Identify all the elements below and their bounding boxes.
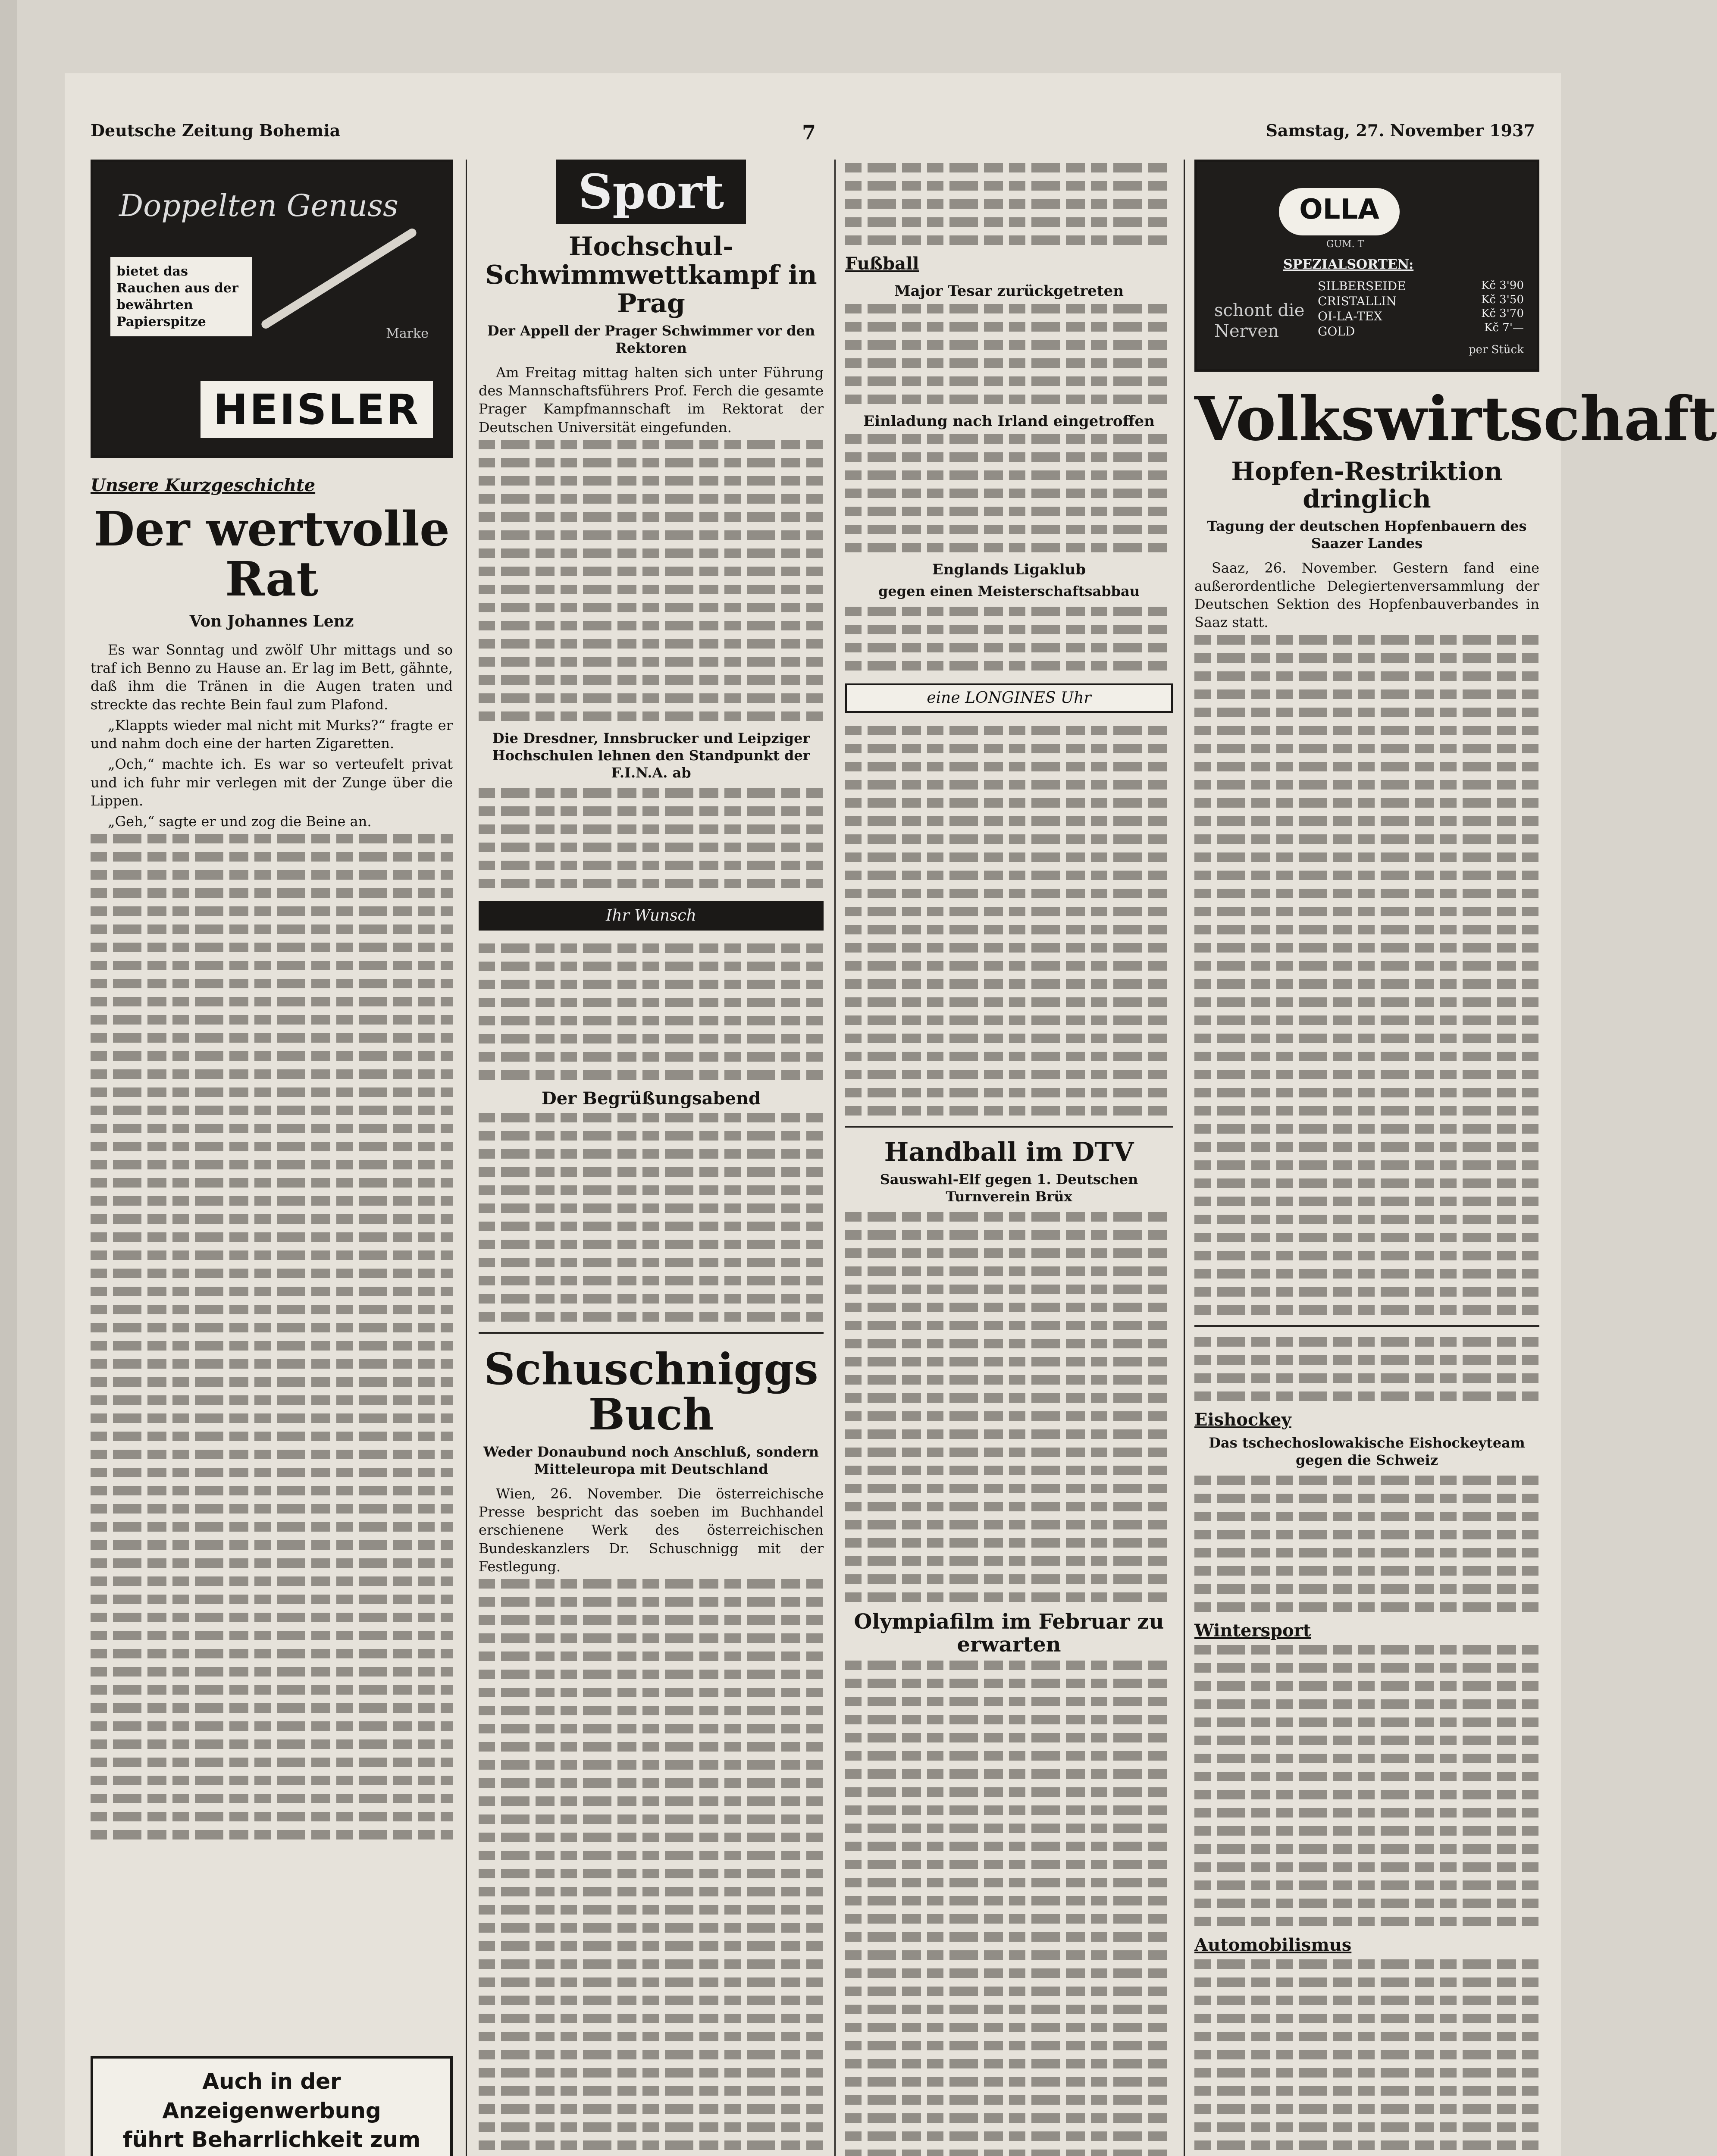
economy-section-title: Volkswirtschaft xyxy=(1194,384,1717,454)
handball-title: Handball im DTV xyxy=(884,1137,1134,1167)
column-rule xyxy=(1184,160,1185,2156)
swim-subhead: Die Dresdner, Innsbrucker und Leipziger Hochschulen lehnen den Standpunkt der F.I.N.A. ab xyxy=(492,730,810,781)
story-body xyxy=(91,641,453,830)
olla-price: Kč 7'— xyxy=(1484,321,1524,334)
football-item-3: Englands Ligaklub xyxy=(932,561,1086,578)
column-1 xyxy=(91,160,453,2156)
story-author: Von Johannes Lenz xyxy=(189,612,354,630)
longines-banner-right: eine LONGINES Uhr xyxy=(845,683,1173,713)
schuschnigg-text xyxy=(479,1579,824,2156)
ad-note: bietet das Rauchen aus der bewährten Papierspitze xyxy=(110,257,252,336)
page-edge xyxy=(0,0,17,2156)
football-item-1: Major Tesar zurückgetreten xyxy=(894,282,1124,300)
advertising-slogan xyxy=(91,2056,453,2156)
welcome-subhead: Der Begrüßungsabend xyxy=(542,1088,761,1109)
olympia-title: Olympiafilm im Februar zu erwarten xyxy=(854,1610,1164,1657)
football-item-2: Einladung nach Irland eingetroffen xyxy=(863,413,1155,430)
olla-sub: GUM. T xyxy=(1326,239,1364,250)
olla-ad xyxy=(1194,160,1539,372)
olla-per-unit: per Stück xyxy=(1468,343,1524,356)
football-text-1 xyxy=(845,304,1173,404)
page-number: 7 xyxy=(802,121,816,144)
olla-slogan: schont die Nerven xyxy=(1214,301,1305,341)
football-text-3 xyxy=(845,607,1173,671)
hockey-text xyxy=(1194,1476,1539,1612)
olla-spec: SPEZIALSORTEN: xyxy=(1283,257,1414,272)
column-2 xyxy=(479,160,824,2156)
ad-brand: HEISLER xyxy=(201,381,433,438)
auto-text xyxy=(1194,1959,1539,2156)
ad-script-line: Doppelten Genuss xyxy=(119,188,398,223)
story-section: Unsere Kurzgeschichte xyxy=(91,475,316,495)
olympia-text xyxy=(845,1661,1173,2156)
hockey-intro-text xyxy=(1194,1337,1539,1401)
football-text-2 xyxy=(845,434,1173,552)
story-paragraph: Es war Sonntag und zwölf Uhr mittags und so traf ich Benno zu Hause an. Er lag im Bett, gähnte, daß ihm die Tränen in die Augen traten und streckte das rechte Bein faul zum Plafond. xyxy=(91,642,453,713)
longines-banner-left: Ihr Wunsch xyxy=(479,901,824,931)
olla-product: SILBERSEIDE xyxy=(1318,279,1406,293)
hockey-section: Eishockey xyxy=(1194,1409,1291,1430)
divider xyxy=(479,1332,824,1334)
schuschnigg-lead-text: Wien, 26. November. Die österreichische Presse bespricht das soeben im Buchhandel erschienene Werk des österreichischen Bundeskanzlers Dr. Schuschnigg mit der Festlegung. xyxy=(479,1485,824,1575)
column-rule xyxy=(834,160,836,2156)
story-paragraph: „Klappts wieder mal nicht mit Murks?“ fragte er und nahm doch eine der harten Zigaretten. xyxy=(91,717,453,752)
story-title: Der wertvolle Rat xyxy=(94,501,450,607)
winter-section: Wintersport xyxy=(1194,1620,1311,1641)
economy-lead-text: Saaz, 26. November. Gestern fand eine außerordentliche Delegiertenversammlung der Deutschen Sektion des Hopfenbauverbandes in Saaz statt. xyxy=(1194,559,1539,631)
swim-lead-text: Am Freitag mittag halten sich unter Führung des Mannschaftsführers Prof. Ferch die gesamte Prager Kampfmannschaft im Rektorat der Deutschen Universität eingefunden. xyxy=(479,364,824,436)
olla-prices xyxy=(1481,279,1524,335)
issue-date: Samstag, 27. November 1937 xyxy=(1266,121,1535,140)
newspaper-page xyxy=(65,73,1717,2156)
ad-marke: Marke xyxy=(386,326,429,341)
olla-product: CRISTALLIN xyxy=(1318,294,1397,308)
swim-text-2 xyxy=(479,788,824,888)
heisler-ad xyxy=(91,160,453,458)
olla-price: Kč 3'50 xyxy=(1481,293,1524,306)
football-item-3-deck: gegen einen Meisterschaftsabbau xyxy=(878,583,1140,599)
story-paragraph: „Geh,“ sagte er und zog die Beine an. xyxy=(108,813,372,830)
cigarette-holder-icon xyxy=(260,227,418,330)
sport-top-text xyxy=(845,163,1173,245)
column-rule xyxy=(466,160,467,2156)
economy-lead xyxy=(1194,559,1539,632)
welcome-text xyxy=(479,1113,824,1322)
slogan-line-1: Auch in der Anzeigenwerbung xyxy=(162,2069,381,2123)
swim-deck: Der Appell der Prager Schwimmer vor den Rektoren xyxy=(487,323,815,356)
olla-price: Kč 3'70 xyxy=(1481,307,1524,320)
economy-title: Hopfen-Restriktion dringlich xyxy=(1231,457,1503,514)
schuschnigg-lead xyxy=(479,1485,824,1576)
olla-price: Kč 3'90 xyxy=(1481,279,1524,292)
auto-section: Automobilismus xyxy=(1194,1934,1352,1955)
masthead xyxy=(91,121,1535,155)
swim-text xyxy=(479,440,824,721)
swim-text-3 xyxy=(479,943,824,1080)
schuschnigg-title: Schuschniggs Buch xyxy=(484,1343,818,1440)
olla-product: GOLD xyxy=(1318,324,1355,338)
handball-text xyxy=(845,1212,1173,1602)
column-3 xyxy=(845,160,1173,2156)
divider xyxy=(1194,1325,1539,1327)
olla-logo: OLLA xyxy=(1279,188,1400,235)
handball-deck: Sauswahl-Elf gegen 1. Deutschen Turnverein Brüx xyxy=(880,1171,1138,1205)
swim-title: Hochschul-Schwimmwettkampf in Prag xyxy=(485,232,817,319)
economy-text xyxy=(1194,635,1539,1315)
story-continued-text xyxy=(91,834,453,1912)
swim-lead xyxy=(479,364,824,436)
paper-name: Deutsche Zeitung Bohemia xyxy=(91,121,341,140)
olla-product: OI-LA-TEX xyxy=(1318,309,1382,323)
hockey-title: Das tschechoslowakische Eishockeyteam gegen die Schweiz xyxy=(1209,1434,1525,1468)
sport-section-title: Sport xyxy=(556,160,746,224)
schuschnigg-deck: Weder Donaubund noch Anschluß, sondern Mitteleuropa mit Deutschland xyxy=(483,1443,819,1477)
column-4 xyxy=(1194,160,1717,2156)
economy-deck: Tagung der deutschen Hopfenbauern des Saazer Landes xyxy=(1207,517,1527,552)
football-section: Fußball xyxy=(845,254,919,274)
slogan-line-2: führt Beharrlichkeit zum xyxy=(122,2127,421,2152)
olla-products xyxy=(1318,279,1406,339)
football-text-4 xyxy=(845,726,1173,1116)
winter-text xyxy=(1194,1645,1539,1926)
story-paragraph: „Och,“ machte ich. Es war so verteufelt privat und ich fuhr mir verlegen mit der Zunge über die Lippen. xyxy=(91,756,453,809)
divider xyxy=(845,1126,1173,1128)
